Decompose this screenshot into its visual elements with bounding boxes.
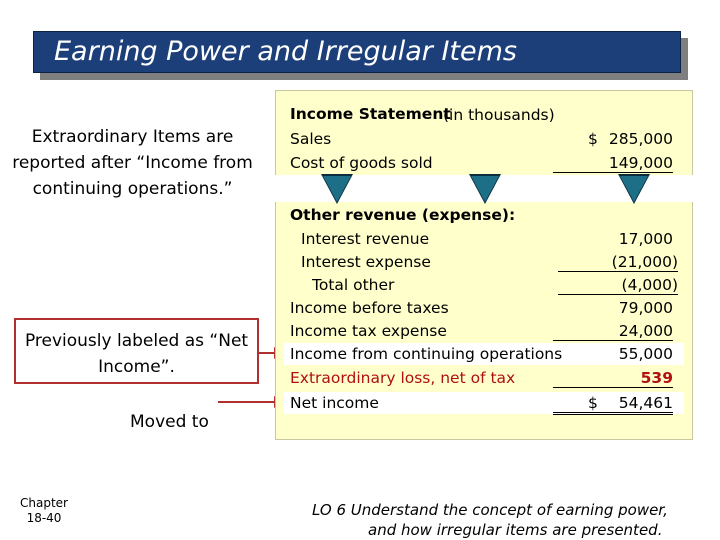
down-triangle-icon bbox=[620, 176, 648, 202]
net-income-value: 54,461 bbox=[553, 394, 673, 415]
extraordinary-items-note: Extraordinary Items are reported after “Income from continuing operations.” bbox=[12, 127, 253, 199]
learning-objective-line1: LO 6 Understand the concept of earning power, bbox=[312, 501, 668, 519]
income-before-taxes-value: 79,000 bbox=[618, 299, 673, 317]
income-tax-value: 24,000 bbox=[553, 322, 673, 341]
learning-objective bbox=[312, 500, 668, 540]
total-other-value: (4,000) bbox=[558, 276, 678, 295]
net-income-label: Net income bbox=[290, 394, 379, 412]
total-other-label: Total other bbox=[312, 276, 395, 294]
slide-title: Earning Power and Irregular Items bbox=[54, 36, 517, 67]
statement-units-note: (in thousands) bbox=[443, 106, 555, 124]
previously-labeled-text: Previously labeled as “Net Income”. bbox=[24, 331, 249, 377]
sales-label: Sales bbox=[290, 130, 332, 148]
interest-revenue-value: 17,000 bbox=[618, 230, 673, 248]
down-triangle-icon bbox=[323, 176, 351, 202]
moved-to-text: Moved to bbox=[130, 412, 209, 432]
down-triangle-icon bbox=[471, 176, 499, 202]
interest-revenue-label: Interest revenue bbox=[301, 230, 430, 248]
learning-objective-line2: and how irregular items are presented. bbox=[368, 521, 663, 539]
extraordinary-loss-value: 539 bbox=[553, 369, 673, 388]
arrow-to-net-income-line bbox=[218, 401, 275, 403]
interest-expense-label: Interest expense bbox=[301, 253, 431, 271]
chapter-page-number: 18-40 bbox=[26, 511, 62, 525]
arrow-to-cont-ops-line bbox=[259, 352, 275, 354]
chapter-text: Chapter bbox=[20, 496, 68, 510]
continuing-operations-value: 55,000 bbox=[618, 345, 673, 363]
income-before-taxes-label: Income before taxes bbox=[290, 299, 449, 317]
previously-labeled-box bbox=[14, 318, 259, 384]
sales-dollar-sign: $ bbox=[588, 130, 598, 148]
chapter-label bbox=[14, 496, 74, 526]
income-tax-label: Income tax expense bbox=[290, 322, 447, 340]
cogs-value: 149,000 bbox=[553, 154, 673, 173]
statement-header: Income Statement bbox=[290, 105, 451, 123]
other-revenue-header: Other revenue (expense): bbox=[290, 206, 516, 224]
title-banner bbox=[33, 31, 681, 73]
interest-expense-value: (21,000) bbox=[558, 253, 678, 272]
net-income-dollar-sign: $ bbox=[588, 394, 598, 412]
extraordinary-loss-label: Extraordinary loss, net of tax bbox=[290, 369, 516, 387]
sales-value: 285,000 bbox=[608, 130, 673, 148]
continuing-operations-label: Income from continuing operations bbox=[290, 345, 563, 363]
cogs-label: Cost of goods sold bbox=[290, 154, 433, 172]
